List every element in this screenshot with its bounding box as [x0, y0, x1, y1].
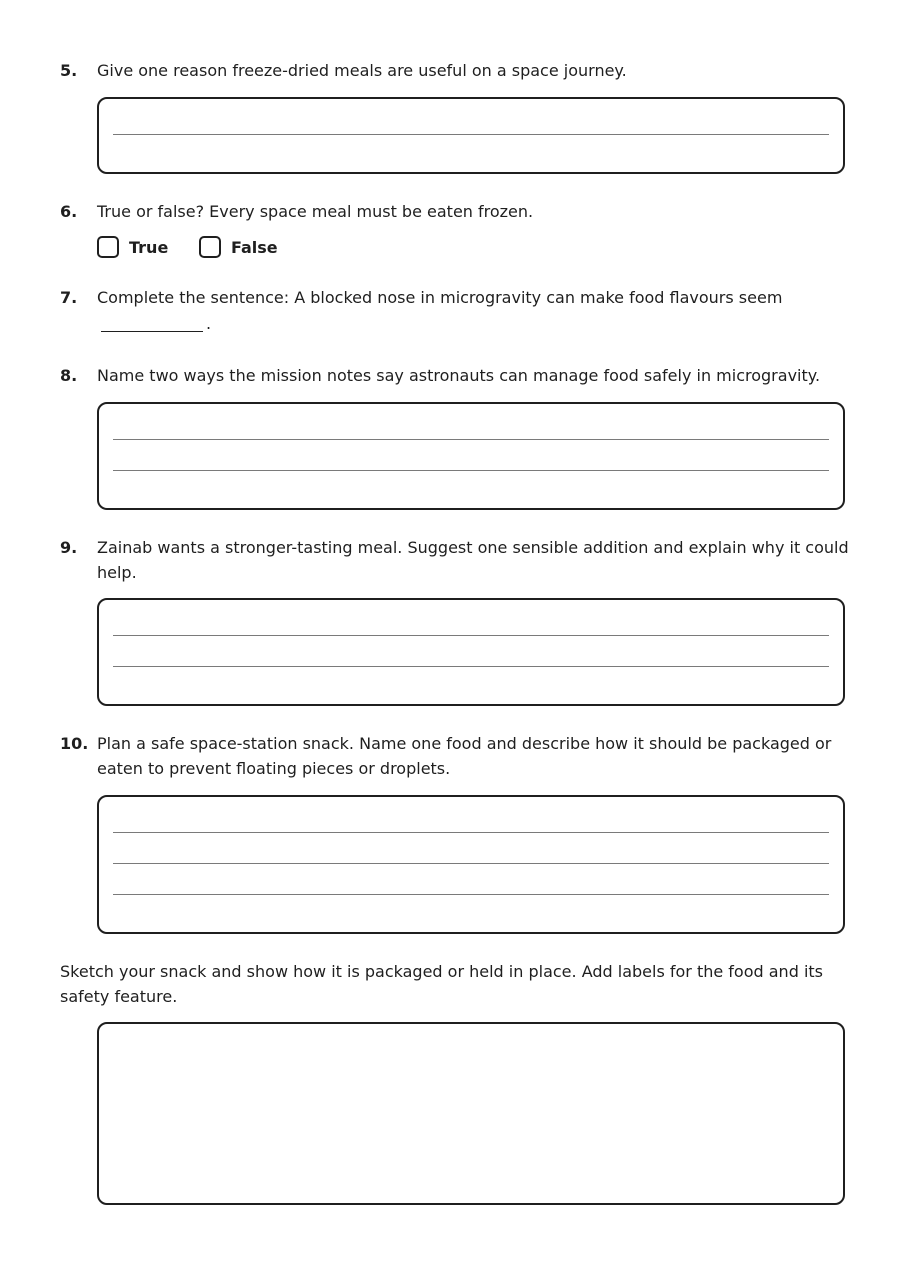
question-text: True or false? Every space meal must be eaten frozen. [97, 202, 534, 221]
answer-line [113, 832, 829, 833]
question-text: Name two ways the mission notes say astronauts can manage food safely in microgravity. [97, 366, 821, 385]
checkbox-true[interactable] [97, 236, 119, 258]
answer-line [113, 666, 829, 667]
answer-box[interactable] [97, 598, 845, 706]
answer-box[interactable] [97, 97, 845, 174]
answer-box[interactable] [97, 402, 845, 510]
fill-in-blank[interactable] [101, 331, 203, 332]
blank-period: . [206, 314, 212, 333]
answer-line [113, 134, 829, 135]
sketch-box[interactable] [97, 1022, 845, 1205]
question-number: 9. [60, 538, 78, 557]
question-text: Plan a safe space-station snack. Name one food and describe how it should be packaged or eaten to prevent floating pieces or droplets. [97, 734, 832, 778]
answer-line [113, 439, 829, 440]
answer-line [113, 635, 829, 636]
checkbox-false[interactable] [199, 236, 221, 258]
question-text: Give one reason freeze-dried meals are useful on a space journey. [97, 61, 627, 80]
sketch-prompt: Sketch your snack and show how it is packaged or held in place. Add labels for the food and its safety feature. [60, 962, 823, 1006]
answer-line [113, 470, 829, 471]
choice-true[interactable] [97, 235, 168, 259]
choice-false-label: False [231, 237, 278, 257]
choice-true-label: True [129, 237, 169, 257]
answer-box[interactable] [97, 795, 845, 934]
answer-line [113, 863, 829, 864]
question-number: 10. [60, 734, 89, 753]
question-number: 7. [60, 288, 78, 307]
answer-line [113, 894, 829, 895]
question-number: 6. [60, 202, 78, 221]
question-number: 5. [60, 61, 78, 80]
choice-false[interactable] [199, 235, 278, 259]
question-text: Zainab wants a stronger-tasting meal. Suggest one sensible addition and explain why it could help. [97, 538, 849, 582]
question-text: Complete the sentence: A blocked nose in microgravity can make food flavours seem [97, 288, 783, 307]
question-number: 8. [60, 366, 78, 385]
